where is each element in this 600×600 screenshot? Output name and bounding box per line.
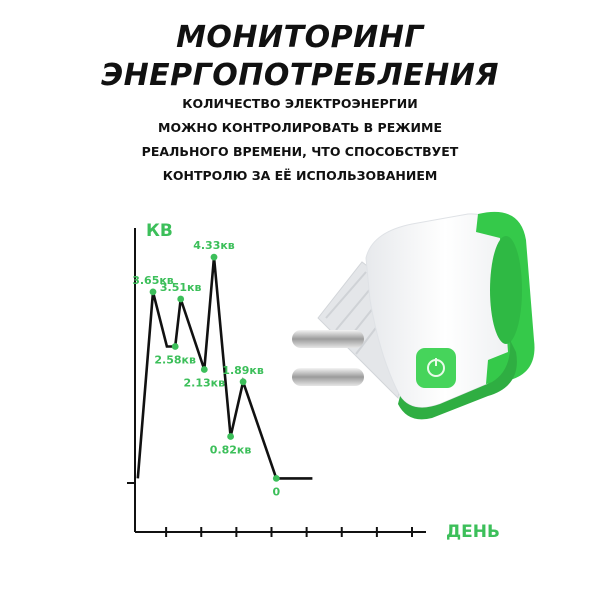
page-title-line-2: ЭНЕРГОПОТРЕБЛЕНИЯ (101, 58, 499, 93)
data-label: 3.51кв (159, 281, 202, 294)
description-line-2: МОЖНО КОНТРОЛИРОВАТЬ В РЕЖИМЕ (158, 120, 442, 135)
data-label: 1.89кв (222, 363, 264, 377)
plug-socket-face (490, 236, 522, 344)
plug-pin-bottom (292, 368, 364, 386)
description-line-1: КОЛИЧЕСТВО ЭЛЕКТРОЭНЕРГИИ (182, 96, 418, 111)
data-point (201, 366, 208, 373)
data-label: 2.58кв (154, 353, 196, 367)
data-label: 0 (272, 485, 281, 499)
power-button[interactable] (416, 348, 456, 388)
data-label: 2.13кв (183, 376, 226, 390)
page-title-line-1: МОНИТОРИНГ (176, 20, 424, 55)
y-axis-label: КВ (146, 221, 173, 241)
data-point (273, 475, 280, 482)
data-label: 4.33кв (193, 239, 235, 253)
data-point (177, 296, 184, 303)
data-label: 3.65кв (132, 273, 174, 287)
data-point (211, 254, 218, 261)
plug-pin-top (292, 330, 364, 348)
smart-plug-illustration (292, 212, 535, 420)
description-line-3: РЕАЛЬНОГО ВРЕМЕНИ, ЧТО СПОСОБСТВУЕТ (141, 144, 459, 159)
data-point (150, 289, 157, 296)
description-line-4: КОНТРОЛЮ ЗА ЕЁ ИСПОЛЬЗОВАНИЕМ (162, 168, 438, 183)
data-point (227, 433, 234, 440)
data-label: 0.82кв (209, 443, 252, 457)
x-axis-label: ДЕНЬ (446, 522, 500, 542)
data-point (240, 378, 247, 385)
data-point (172, 343, 179, 350)
